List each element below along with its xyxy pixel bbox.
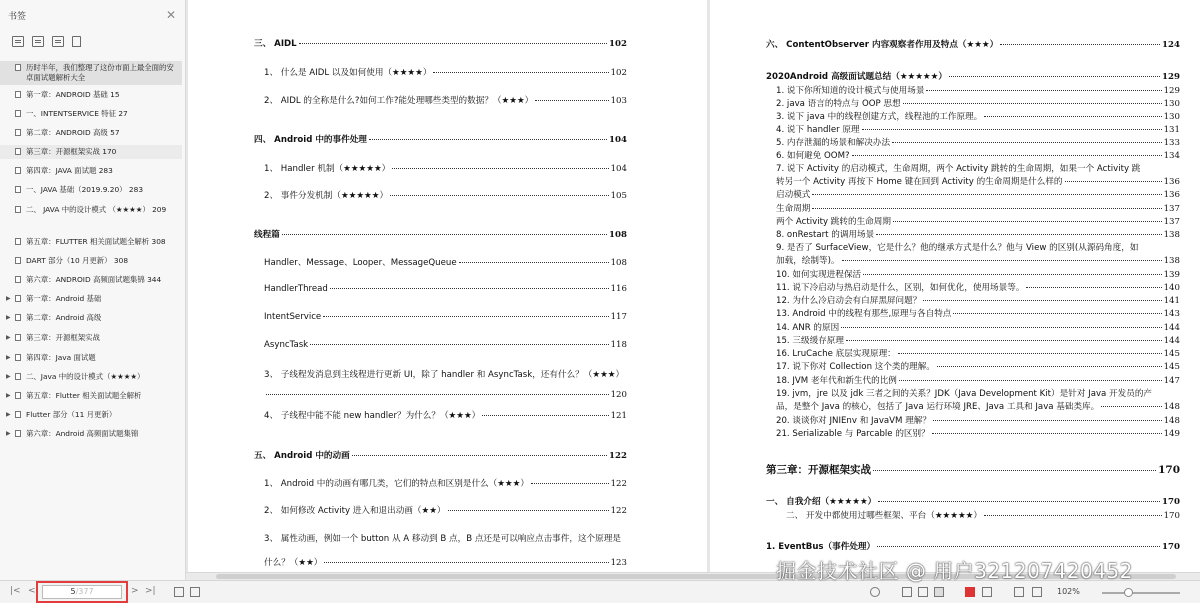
toc-entry-title: 6. 如何避免 OOM? bbox=[776, 151, 850, 161]
toc-entry[interactable] bbox=[264, 312, 627, 322]
play-icon[interactable] bbox=[965, 587, 975, 597]
toc-entry-title: 14. ANR 的原因 bbox=[776, 323, 840, 333]
toc-entry-page: 145 bbox=[1163, 362, 1180, 372]
toc-leader-dots bbox=[330, 288, 609, 289]
pdf-page-left bbox=[188, 0, 707, 572]
toc-entry-page: 137 bbox=[1163, 204, 1180, 214]
bookmark-label: 第二章：ANDROID 高级 57 bbox=[26, 128, 120, 137]
bookmark-label: 二、Java 中的设计模式（★★★★） bbox=[26, 372, 145, 381]
toc-entry-page: 122 bbox=[609, 451, 627, 461]
toc-entry[interactable] bbox=[776, 97, 1180, 109]
toc-entry-page: 122 bbox=[610, 479, 627, 489]
toc-entry[interactable] bbox=[766, 38, 1180, 50]
collapse-all-icon[interactable] bbox=[32, 36, 44, 47]
zoom-slider-handle[interactable] bbox=[1124, 588, 1133, 597]
toc-entry-title: 二、 开发中都使用过哪些框架、平台（★★★★★） bbox=[786, 511, 982, 521]
toc-entry-title: 三、 AIDL bbox=[254, 39, 297, 49]
toc-entry-page: 170 bbox=[1158, 464, 1180, 476]
bookmark-item[interactable] bbox=[0, 126, 182, 140]
expand-arrow-icon[interactable]: ▶ bbox=[6, 334, 11, 341]
zoom-level[interactable]: 102% bbox=[1057, 587, 1080, 596]
toc-entry-page: 116 bbox=[610, 284, 627, 294]
toc-entry[interactable] bbox=[776, 387, 1180, 399]
toc-entry-page: 122 bbox=[610, 506, 627, 516]
toc-leader-dots bbox=[369, 139, 607, 140]
single-page-icon[interactable] bbox=[902, 587, 912, 597]
bookmark-page-icon bbox=[15, 334, 21, 341]
bookmark-item[interactable] bbox=[0, 389, 182, 403]
highlight-box bbox=[36, 581, 128, 603]
toc-leader-dots bbox=[448, 510, 609, 511]
toc-entry[interactable] bbox=[776, 374, 1180, 386]
bookmark-label: 第三章：开源框架实战 170 bbox=[26, 147, 117, 156]
toc-leader-dots bbox=[812, 194, 1161, 195]
next-page-icon[interactable]: > bbox=[131, 586, 139, 596]
toc-entry-title: 10. 如何实现进程保活 bbox=[776, 270, 862, 280]
page-total: /377 bbox=[75, 587, 94, 596]
toc-entry[interactable] bbox=[776, 294, 1180, 306]
expand-arrow-icon[interactable]: ▶ bbox=[6, 314, 11, 321]
toc-leader-dots bbox=[266, 394, 609, 395]
bookmarks-panel bbox=[0, 0, 186, 580]
toc-entry[interactable] bbox=[254, 133, 627, 145]
bookmark-item[interactable] bbox=[0, 88, 182, 102]
toc-entry-title: 1. EventBus（事件处理） bbox=[766, 542, 876, 552]
bookmark-item[interactable] bbox=[0, 61, 182, 85]
toc-entry-title: 2. java 语言的特点与 OOP 思想 bbox=[776, 99, 901, 109]
bookmark-page-icon bbox=[15, 110, 21, 117]
bookmark-item[interactable] bbox=[0, 311, 182, 325]
bookmark-page-icon bbox=[15, 314, 21, 321]
toc-entry-title: 2、 如何修改 Activity 进入和退出动画（★★） bbox=[264, 506, 446, 516]
toc-entry-title: 六、 ContentObserver 内容观察者作用及特点（★★★） bbox=[766, 40, 999, 50]
toc-entry-title: 1、 什么是 AIDL 以及如何使用（★★★★） bbox=[264, 68, 432, 78]
toc-entry[interactable] bbox=[776, 123, 1180, 135]
toc-entry-title: 3、 子线程发消息到主线程进行更新 UI，除了 handler 和 AsyncTask，还有什么？（★★★） bbox=[264, 370, 625, 380]
bookmark-item[interactable] bbox=[0, 107, 182, 121]
toc-entry-title: 一、 自我介绍（★★★★★） bbox=[766, 497, 877, 507]
bookmark-label: 二、 JAVA 中的设计模式 （★★★★） 209 bbox=[26, 205, 167, 214]
toc-entry-title: 1、 Handler 机制（★★★★★） bbox=[264, 164, 391, 174]
add-bookmark-icon[interactable] bbox=[52, 36, 64, 47]
toc-entry-title: 13. Android 中的线程有那些,原理与各自特点 bbox=[776, 309, 952, 319]
toc-entry[interactable] bbox=[264, 390, 627, 400]
toc-entry-page: 104 bbox=[610, 164, 627, 174]
toc-leader-dots bbox=[984, 515, 1162, 516]
toc-leader-dots bbox=[812, 208, 1161, 209]
toc-entry-title: 7. 说下 Activity 的启动模式，生命周期，两个 Activity 跳转的生命周期，如果一个 Activity 跳 bbox=[776, 164, 1141, 174]
toc-entry-title: 1、 Android 中的动画有哪几类，它们的特点和区别是什么（★★★） bbox=[264, 479, 529, 489]
toc-entry-title: 4、 子线程中能不能 new handler？为什么？（★★★） bbox=[264, 411, 481, 421]
rotate-icon[interactable] bbox=[174, 587, 184, 597]
bookmark-page-icon bbox=[15, 148, 21, 155]
toc-entry-title: 第三章：开源框架实战 bbox=[766, 464, 871, 476]
bookmark-label: Flutter 部分（11 月更新） bbox=[26, 410, 117, 419]
expand-arrow-icon[interactable]: ▶ bbox=[6, 430, 11, 437]
toc-entry-title: 品，是整个 Java 的核心，包括了 Java 运行环境 JRE、Java 工具和 Java 基础类库。 bbox=[776, 402, 1100, 412]
toc-entry-title: 启动模式 bbox=[776, 190, 811, 200]
toc-entry[interactable] bbox=[776, 84, 1180, 96]
bookmark-label: 第三章：开源框架实战 bbox=[26, 333, 100, 342]
bookmark-page-icon bbox=[15, 373, 21, 380]
read-mode-icon[interactable] bbox=[870, 587, 880, 597]
toc-entry-page: 136 bbox=[1163, 177, 1180, 187]
toc-entry-title: 四、 Android 中的事件处理 bbox=[254, 135, 367, 145]
toc-entry-page: 134 bbox=[1163, 151, 1180, 161]
bookmark-label: DART 部分（10 月更新） 308 bbox=[26, 256, 129, 265]
toc-entry-title: 8. onRestart 的调用场景 bbox=[776, 230, 875, 240]
toc-entry[interactable] bbox=[776, 268, 1180, 280]
bookmark-page-icon bbox=[15, 238, 21, 245]
toc-entry-page: 121 bbox=[610, 411, 627, 421]
toc-entry[interactable] bbox=[776, 347, 1180, 359]
toc-entry-page: 140 bbox=[1163, 283, 1180, 293]
bookmark-label: 第五章：Flutter 相关面试题全解析 bbox=[26, 391, 142, 400]
toc-entry[interactable] bbox=[776, 215, 1180, 227]
toc-entry-page: 133 bbox=[1163, 138, 1180, 148]
toc-entry[interactable] bbox=[264, 340, 627, 350]
toc-entry-page: 108 bbox=[609, 230, 627, 240]
toc-entry-title: 2、 AIDL 的全称是什么?如何工作?能处理哪些类型的数据？（★★★） bbox=[264, 96, 534, 106]
bookmark-label: 一、INTENTSERVICE 特征 27 bbox=[26, 109, 128, 118]
toc-entry[interactable] bbox=[254, 228, 627, 240]
toc-entry-page: 130 bbox=[1163, 112, 1180, 122]
expand-all-icon[interactable] bbox=[12, 36, 24, 47]
toc-entry-page: 138 bbox=[1163, 230, 1180, 240]
bookmark-page-icon bbox=[15, 64, 21, 71]
bookmark-page-icon bbox=[15, 354, 21, 361]
toc-entry[interactable] bbox=[254, 449, 627, 461]
toc-entry[interactable] bbox=[776, 110, 1180, 122]
expand-arrow-icon[interactable]: ▶ bbox=[6, 295, 11, 302]
toc-entry[interactable] bbox=[264, 532, 627, 544]
toc-entry-page: 137 bbox=[1163, 217, 1180, 227]
toc-entry[interactable] bbox=[776, 321, 1180, 333]
toc-entry-title: 20. 谈谈你对 JNIEnv 和 JavaVM 理解？ bbox=[776, 416, 931, 426]
bookmark-item[interactable] bbox=[0, 351, 182, 365]
toc-entry-page: 130 bbox=[1163, 99, 1180, 109]
toc-entry-page: 102 bbox=[610, 68, 627, 78]
toc-leader-dots bbox=[482, 415, 608, 416]
bookmark-page-icon bbox=[15, 186, 21, 193]
toc-entry-page: 105 bbox=[610, 191, 627, 201]
toc-leader-dots bbox=[1101, 406, 1161, 407]
toc-leader-dots bbox=[459, 262, 609, 263]
toc-entry[interactable] bbox=[264, 556, 627, 568]
toc-entry-title: 3. 说下 java 中的线程创建方式，线程池的工作原理。 bbox=[776, 112, 983, 122]
toc-entry[interactable] bbox=[776, 162, 1180, 174]
toc-leader-dots bbox=[310, 344, 608, 345]
expand-arrow-icon[interactable]: ▶ bbox=[6, 411, 11, 418]
last-page-icon[interactable]: >| bbox=[145, 586, 156, 596]
toc-leader-dots bbox=[282, 234, 607, 235]
toc-entry-page: 144 bbox=[1163, 336, 1180, 346]
toc-entry[interactable] bbox=[766, 540, 1180, 552]
bookmark-item[interactable] bbox=[0, 164, 182, 178]
fit-page-icon[interactable] bbox=[190, 587, 200, 597]
toc-entry-page: 124 bbox=[1162, 40, 1180, 50]
toc-entry-page: 143 bbox=[1163, 309, 1180, 319]
toc-entry-title: 转另一个 Activity 再按下 Home 键在回到 Activity 的生命周期是什么样的 bbox=[776, 177, 1063, 187]
toc-entry-title: AsyncTask bbox=[264, 340, 309, 350]
toc-entry[interactable] bbox=[776, 254, 1180, 266]
toc-entry-title: 18. JVM 老年代和新生代的比例 bbox=[776, 376, 897, 386]
toc-leader-dots bbox=[903, 103, 1162, 104]
bookmarks-toolbar bbox=[0, 30, 185, 52]
toc-leader-dots bbox=[323, 316, 608, 317]
toc-leader-dots bbox=[390, 195, 609, 196]
toc-entry-page: 129 bbox=[1163, 86, 1180, 96]
double-page-icon[interactable] bbox=[934, 587, 944, 597]
bookmark-item[interactable] bbox=[0, 145, 182, 159]
toc-entry-title: 五、 Android 中的动画 bbox=[254, 451, 350, 461]
page-number-value: 5 bbox=[70, 587, 76, 596]
toc-entry[interactable] bbox=[776, 334, 1180, 346]
toc-entry[interactable] bbox=[264, 66, 627, 78]
toc-leader-dots bbox=[893, 221, 1162, 222]
bookmark-page-icon bbox=[15, 91, 21, 98]
bookmark-item[interactable] bbox=[0, 273, 182, 287]
toc-entry-title: 1. 说下你所知道的设计模式与使用场景 bbox=[776, 86, 925, 96]
bookmarks-header bbox=[0, 0, 185, 30]
bookmark-page-icon bbox=[15, 295, 21, 302]
toc-leader-dots bbox=[878, 501, 1160, 502]
toc-entry-page: 147 bbox=[1163, 376, 1180, 386]
toc-entry-title: HandlerThread bbox=[264, 284, 328, 294]
toc-entry-title: 生命周期 bbox=[776, 204, 811, 214]
toc-entry[interactable] bbox=[264, 284, 627, 294]
toc-entry-title: 21. Serializable 与 Parcable 的区别？ bbox=[776, 429, 930, 439]
toc-leader-dots bbox=[846, 340, 1162, 341]
toc-entry-page: 170 bbox=[1162, 497, 1180, 507]
toc-entry[interactable] bbox=[776, 202, 1180, 214]
toc-entry-title: 5. 内存泄漏的场景和解决办法 bbox=[776, 138, 891, 148]
bookmark-page-icon bbox=[15, 167, 21, 174]
toc-entry[interactable] bbox=[264, 256, 627, 268]
toc-entry[interactable] bbox=[776, 149, 1180, 161]
toc-leader-dots bbox=[932, 433, 1162, 434]
toc-entry-title: IntentService bbox=[264, 312, 322, 322]
toc-entry[interactable] bbox=[776, 136, 1180, 148]
toc-leader-dots bbox=[949, 76, 1160, 77]
toc-entry[interactable] bbox=[766, 70, 1180, 82]
toc-leader-dots bbox=[531, 483, 609, 484]
bookmark-label: 第五章：FLUTTER 相关面试题全解析 308 bbox=[26, 237, 166, 246]
watermark: 掘金技术社区 @ 用户3212074204​52 bbox=[776, 559, 1133, 583]
toc-entry-page: 138 bbox=[1163, 256, 1180, 266]
toc-entry-title: Handler、Message、Looper、MessageQueue bbox=[264, 258, 457, 268]
toc-entry-page: 139 bbox=[1163, 270, 1180, 280]
toc-leader-dots bbox=[841, 327, 1161, 328]
toc-entry-title: 2020Android 高级面试题总结（★★★★★） bbox=[766, 72, 947, 82]
toc-entry-title: 什么？（★★） bbox=[264, 558, 323, 568]
toc-leader-dots bbox=[876, 234, 1161, 235]
bookmark-label: 第四章：Java 面试题 bbox=[26, 353, 96, 362]
toc-leader-dots bbox=[937, 366, 1162, 367]
bookmark-item[interactable] bbox=[0, 370, 182, 384]
toc-entry-title: 3、 属性动画，例如一个 button 从 A 移动到 B 点，B 点还是可以响应点击事件，这个原理是 bbox=[264, 534, 621, 544]
toc-entry[interactable] bbox=[264, 189, 627, 201]
toc-entry[interactable] bbox=[776, 188, 1180, 200]
first-page-icon[interactable]: |< bbox=[10, 586, 21, 596]
toc-entry-title: 16. LruCache 底层实现原理： bbox=[776, 349, 896, 359]
toc-entry-page: 149 bbox=[1163, 429, 1180, 439]
toc-entry-page: 103 bbox=[610, 96, 627, 106]
bookmark-label: 第二章：Android 高级 bbox=[26, 313, 102, 322]
bookmark-icon[interactable] bbox=[72, 36, 81, 47]
toc-entry-page: 120 bbox=[610, 390, 627, 400]
toc-entry[interactable] bbox=[776, 281, 1180, 293]
toc-leader-dots bbox=[324, 562, 608, 563]
document-view[interactable] bbox=[186, 0, 1200, 572]
toc-leader-dots bbox=[1065, 181, 1162, 182]
toc-entry[interactable] bbox=[264, 477, 627, 489]
toc-entry[interactable] bbox=[766, 462, 1180, 477]
toc-entry[interactable] bbox=[776, 228, 1180, 240]
toc-entry[interactable] bbox=[776, 360, 1180, 372]
expand-arrow-icon[interactable]: ▶ bbox=[6, 373, 11, 380]
bookmark-label: 历时半年，我们整理了这份市面上最全面的安卓面试题解析大全 bbox=[26, 63, 174, 82]
toc-leader-dots bbox=[984, 116, 1161, 117]
toc-leader-dots bbox=[873, 470, 1156, 471]
toc-entry-page: 170 bbox=[1162, 542, 1180, 552]
bookmark-item[interactable] bbox=[0, 408, 182, 422]
toc-entry-title: 9. 是否了 SurfaceView，它是什么？他的继承方式是什么？他与 View 的区别(从源码角度，如 bbox=[776, 243, 1139, 253]
toc-entry-page: 104 bbox=[609, 135, 627, 145]
toc-entry[interactable] bbox=[786, 509, 1180, 521]
toc-entry[interactable] bbox=[776, 175, 1180, 187]
toc-entry-page: 118 bbox=[610, 340, 627, 350]
toc-entry-title: 17. 说下你对 Collection 这个类的理解。 bbox=[776, 362, 935, 372]
toc-leader-dots bbox=[433, 72, 608, 73]
toc-leader-dots bbox=[352, 455, 607, 456]
toc-entry-title: 12. 为什么冷启动会有白屏黑屏问题？ bbox=[776, 296, 922, 306]
toc-entry[interactable] bbox=[776, 414, 1180, 426]
toc-entry-page: 136 bbox=[1163, 190, 1180, 200]
toc-entry-title: 加载，绘制等)。 bbox=[776, 256, 840, 266]
toc-leader-dots bbox=[1000, 44, 1160, 45]
bookmark-label: 一、JAVA 基础（2019.9.20） 283 bbox=[26, 185, 144, 194]
toc-entry[interactable] bbox=[776, 427, 1180, 439]
toc-entry-page: 131 bbox=[1163, 125, 1180, 135]
toc-entry-page: 102 bbox=[609, 39, 627, 49]
bookmark-page-icon bbox=[15, 430, 21, 437]
bookmark-label: 第四章：JAVA 面试题 283 bbox=[26, 166, 113, 175]
continuous-page-icon[interactable] bbox=[918, 587, 928, 597]
toc-leader-dots bbox=[953, 313, 1161, 314]
bookmark-item[interactable] bbox=[0, 331, 182, 345]
toc-leader-dots bbox=[392, 168, 608, 169]
toc-leader-dots bbox=[862, 129, 1162, 130]
toc-leader-dots bbox=[899, 380, 1162, 381]
toc-leader-dots bbox=[898, 353, 1162, 354]
eye-care-icon[interactable] bbox=[1014, 587, 1024, 597]
bookmark-page-icon bbox=[15, 257, 21, 264]
toc-leader-dots bbox=[842, 260, 1162, 261]
fullscreen-icon[interactable] bbox=[1032, 587, 1042, 597]
toc-entry-title: 两个 Activity 跳转的生命周期 bbox=[776, 217, 891, 227]
expand-arrow-icon[interactable]: ▶ bbox=[6, 392, 11, 399]
toc-leader-dots bbox=[863, 274, 1161, 275]
toc-entry-page: 144 bbox=[1163, 323, 1180, 333]
bookmark-item[interactable] bbox=[0, 292, 182, 306]
toc-entry-page: 123 bbox=[610, 558, 627, 568]
toc-entry-title: 15. 三级缓存原理 bbox=[776, 336, 844, 346]
toc-entry[interactable] bbox=[264, 94, 627, 106]
bookmark-item[interactable] bbox=[0, 254, 182, 268]
bookmark-label: 第一章：ANDROID 基础 15 bbox=[26, 90, 120, 99]
bookmark-item[interactable] bbox=[0, 427, 182, 441]
toc-entry-title: 11. 说下冷启动与热启动是什么，区别，如何优化，使用场景等。 bbox=[776, 283, 1025, 293]
screenshot-icon[interactable] bbox=[982, 587, 992, 597]
toc-leader-dots bbox=[933, 420, 1162, 421]
toc-entry[interactable] bbox=[776, 307, 1180, 319]
toc-entry-page: 108 bbox=[610, 258, 627, 268]
toc-leader-dots bbox=[535, 100, 608, 101]
toc-entry-page: 129 bbox=[1162, 72, 1180, 82]
toc-entry-page: 145 bbox=[1163, 349, 1180, 359]
toc-entry[interactable] bbox=[776, 241, 1180, 253]
close-icon[interactable]: ✕ bbox=[165, 8, 176, 22]
toc-entry-title: 线程篇 bbox=[254, 230, 280, 240]
toc-entry-title: 2、 事件分发机制（★★★★★） bbox=[264, 191, 389, 201]
toc-entry[interactable] bbox=[264, 504, 627, 516]
zoom-slider[interactable] bbox=[1102, 592, 1180, 594]
toc-entry-page: 170 bbox=[1163, 511, 1180, 521]
bookmark-label: 第六章：ANDROID 高频面试题集锦 344 bbox=[26, 275, 162, 284]
toc-entry[interactable] bbox=[254, 37, 627, 49]
toc-leader-dots bbox=[299, 43, 607, 44]
bookmark-page-icon bbox=[15, 392, 21, 399]
toc-leader-dots bbox=[1026, 287, 1161, 288]
toc-entry[interactable] bbox=[766, 495, 1180, 507]
toc-leader-dots bbox=[892, 142, 1162, 143]
bookmark-page-icon bbox=[15, 411, 21, 418]
toc-leader-dots bbox=[852, 155, 1162, 156]
toc-entry-page: 117 bbox=[610, 312, 627, 322]
bookmark-page-icon bbox=[15, 276, 21, 283]
toc-entry[interactable] bbox=[264, 368, 627, 380]
toc-entry-page: 148 bbox=[1163, 402, 1180, 412]
bookmark-page-icon bbox=[15, 206, 21, 213]
toc-leader-dots bbox=[877, 546, 1160, 547]
toc-leader-dots bbox=[926, 90, 1161, 91]
expand-arrow-icon[interactable]: ▶ bbox=[6, 354, 11, 361]
bookmark-page-icon bbox=[15, 129, 21, 136]
bookmark-label: 第六章：Android 高频面试题集锦 bbox=[26, 429, 139, 438]
toc-entry-page: 148 bbox=[1163, 416, 1180, 426]
toc-leader-dots bbox=[923, 300, 1161, 301]
pdf-page-right bbox=[710, 0, 1200, 572]
toc-entry-page: 141 bbox=[1163, 296, 1180, 306]
toc-entry[interactable] bbox=[264, 409, 627, 421]
bookmark-item[interactable] bbox=[0, 235, 182, 249]
toc-entry[interactable] bbox=[776, 400, 1180, 412]
toc-entry-title: 4. 说下 handler 原理 bbox=[776, 125, 860, 135]
bookmark-item[interactable] bbox=[0, 203, 182, 229]
toc-entry[interactable] bbox=[264, 162, 627, 174]
prev-page-icon[interactable]: < bbox=[28, 586, 36, 596]
bookmark-label: 第一章：Android 基础 bbox=[26, 294, 102, 303]
toc-entry-title: 19. jvm，jre 以及 jdk 三者之间的关系？JDK（Java Development Kit）是针对 Java 开发员的产 bbox=[776, 389, 1153, 399]
bookmark-item[interactable] bbox=[0, 183, 182, 197]
bookmarks-title: 书签 bbox=[8, 11, 27, 22]
